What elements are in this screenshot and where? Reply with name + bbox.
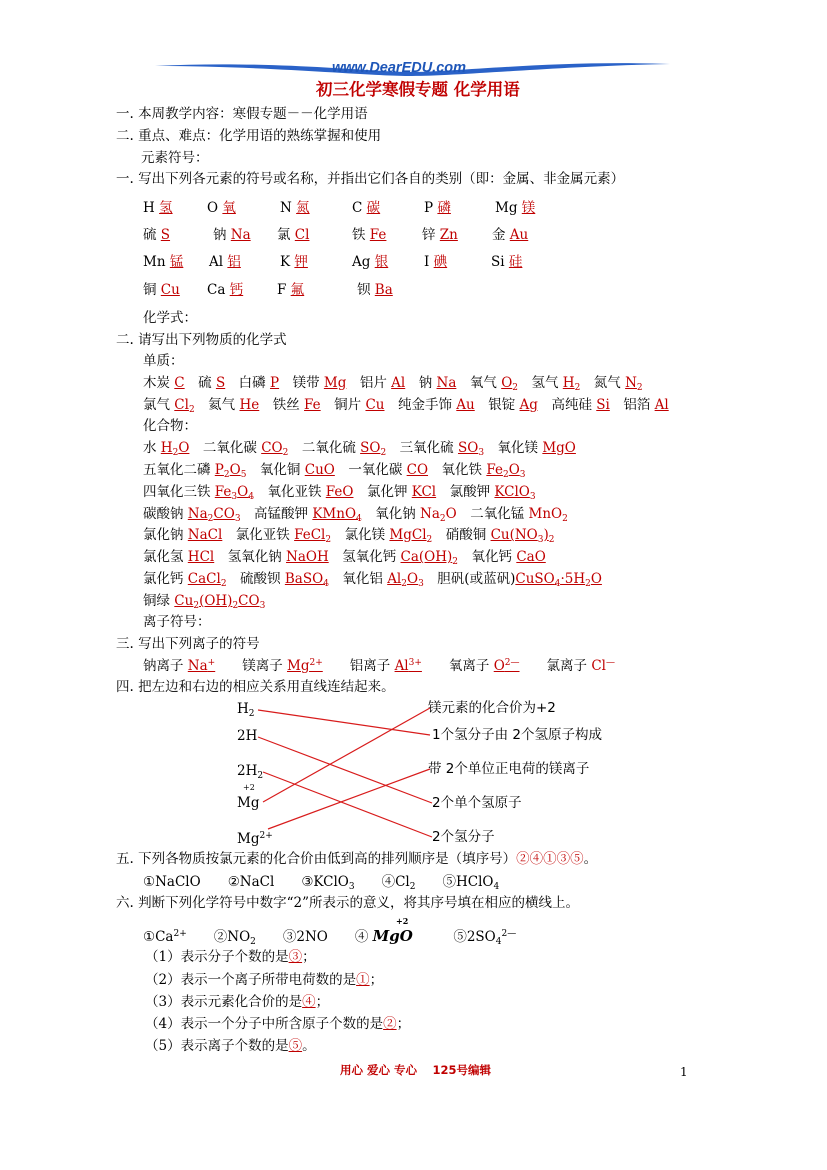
connector-line <box>268 769 430 829</box>
q6-item: （2）表示一个离子所带电荷数的是①； <box>145 972 384 988</box>
option-row: ①NaClO ②NaCl ③KClO$_3$ $④Cl_2$ ⑤HClO$_4$ <box>143 874 500 892</box>
section-line: 四. 把左边和右边的相应关系用直线连结起来。 <box>116 679 395 695</box>
element-item: K 钾 <box>280 254 308 270</box>
left-item: $2H_2$ <box>237 763 264 781</box>
formula-row: 氯化钠 NaCl 氯化亚铁 FeCl$_2$ 氯化镁 MgCl$_2$ 硝酸铜 $Cu(NO_3)_2$ <box>143 527 555 545</box>
element-item: F 氟 <box>277 282 305 298</box>
right-item: 镁元素的化合价为+2 <box>428 700 556 716</box>
right-item: 2个氢分子 <box>432 829 495 845</box>
q6-item: （4）表示一个分子中所含原子个数的是②； <box>145 1016 411 1032</box>
element-item: 金 Au <box>492 227 529 243</box>
q6-item: （3）表示元素化合价的是④； <box>145 994 330 1010</box>
page-title: 初三化学寒假专题 化学用语 <box>316 80 520 99</box>
section-line: 化合物： <box>143 418 197 434</box>
section-line: 元素符号： <box>141 150 209 166</box>
q6-item: （5）表示离子个数的是⑤。 <box>145 1038 316 1054</box>
formula-row: 氯化钙 CaCl$_2$ 硫酸钡 BaSO$_4$ 氧化铝 $Al_2O_3$ 胆矾(或蓝矾)$CuSO_4\cdot 5H_2O$ <box>143 571 602 589</box>
element-item: 钠 Na <box>213 227 251 243</box>
element-item: P 磷 <box>424 200 451 216</box>
connector-line <box>258 737 432 803</box>
section-line: 六. 判断下列化学符号中数字“2”所表示的意义，将其序号填在相应的横线上。 <box>116 895 579 911</box>
formula-row: 五氧化二磷 $P_2O_5$ 氧化铜 CuO 一氧化碳 CO 氧化铁 $Fe_2O_3$ <box>143 462 526 480</box>
section-line: 五. 下列各物质按氯元素的化合价由低到高的排列顺序是（填序号）②④①③⑤。 <box>116 851 598 867</box>
section-line: 二. 重点、难点：化学用语的熟练掌握和使用 <box>116 128 382 144</box>
ion-row: 钠离子 Na+ 镁离子 $Mg^{2+}$ 铝离子 $Al^{3+}$ 氧离子 $O^{2—}$ 氯离子 Cl— <box>143 658 615 674</box>
formula-row: 氯化氢 HCl 氢氧化钠 NaOH 氢氧化钙 $Ca(OH)_2$ 氧化钙 CaO <box>143 549 546 567</box>
option-row: $①Ca^{2+}$ $②NO_2$ ③2NO ④ MgO $⑤2SO_4^{2—}$ <box>143 927 517 947</box>
left-item-charge: +2 <box>243 783 255 792</box>
section-line: 一. 本周教学内容：寒假专题－－化学用语 <box>116 106 368 122</box>
formula-row: 四氧化三铁 $Fe_3O_4$ 氧化亚铁 FeO 氯化钾 KCl 氯酸钾 KClO$_3$ <box>143 484 536 502</box>
page-number: 1 <box>680 1065 688 1079</box>
element-item: Si 硅 <box>491 254 523 270</box>
element-item: 铁 Fe <box>352 227 387 243</box>
formula-row: 铜绿 $Cu_2(OH)_2CO_3$ <box>143 593 266 611</box>
formula-row: 碳酸钠 $Na_2CO_3$ 高锰酸钾 KMnO$_4$ 氧化钠 $Na_2O$ 二氧化锰 MnO$_2$ <box>143 506 568 524</box>
formula-row: 木炭 C 硫 S 白磷 P 镁带 Mg 铝片 Al 钠 Na 氧气 $O_2$ 氢气 $H_2$ 氮气 $N_2$ <box>143 375 643 393</box>
connector-line <box>263 708 430 802</box>
element-item: I 碘 <box>424 254 448 270</box>
header-logo[interactable]: www.DearEDU.com <box>332 60 467 76</box>
element-item: Ag 银 <box>352 254 389 270</box>
formula-row: 氯气 $Cl_2$ 氦气 He 铁丝 Fe 铜片 Cu 纯金手饰 Au 银锭 Ag 高纯硅 Si 铝箔 Al <box>143 397 669 415</box>
left-item: Mg <box>237 795 260 811</box>
section-line: 单质： <box>143 353 184 369</box>
element-item: H 氢 <box>143 200 173 216</box>
element-item: Al 铝 <box>209 254 241 270</box>
formula-row: 水 $H_2O$ 二氧化碳 $CO_2$ 二氧化硫 $SO_2$ 三氧化硫 $SO_3$ 氧化镁 MgO <box>143 440 576 458</box>
right-item: 带 2个单位正电荷的镁离子 <box>428 761 590 777</box>
left-item: $H_2$ <box>237 701 255 719</box>
element-item: 氯 Cl <box>277 227 310 243</box>
left-item: 2H <box>237 728 258 744</box>
element-item: C 碳 <box>352 200 381 216</box>
section-line: 化学式： <box>143 310 197 326</box>
section-line: 三. 写出下列离子的符号 <box>116 636 260 652</box>
q6-item: （1）表示分子个数的是③； <box>145 949 316 965</box>
element-item: 钡 Ba <box>357 282 393 298</box>
element-item: Ca 钙 <box>207 282 244 298</box>
left-item: $Mg^{2+}$ <box>237 831 273 847</box>
element-item: Mn 锰 <box>143 254 184 270</box>
element-item: 硫 S <box>143 227 171 243</box>
element-item: N 氮 <box>280 200 310 216</box>
section-line: 一. 写出下列各元素的符号或名称，并指出它们各自的类别（即：金属、非金属元素） <box>116 171 625 187</box>
connector-line <box>263 772 432 837</box>
right-item: 1个氢分子由 2个氢原子构成 <box>432 727 602 743</box>
element-item: 锌 Zn <box>422 227 458 243</box>
right-item: 2个单个氢原子 <box>432 795 522 811</box>
section-line: 二. 请写出下列物质的化学式 <box>116 332 287 348</box>
element-item: O 氧 <box>207 200 236 216</box>
element-item: 铜 Cu <box>143 282 180 298</box>
element-item: Mg 镁 <box>495 200 536 216</box>
section-line: 离子符号： <box>143 614 211 630</box>
q6-charge-mark: +2 <box>396 916 409 926</box>
footer-text: 用心 爱心 专心 125号编辑 <box>340 1063 492 1077</box>
